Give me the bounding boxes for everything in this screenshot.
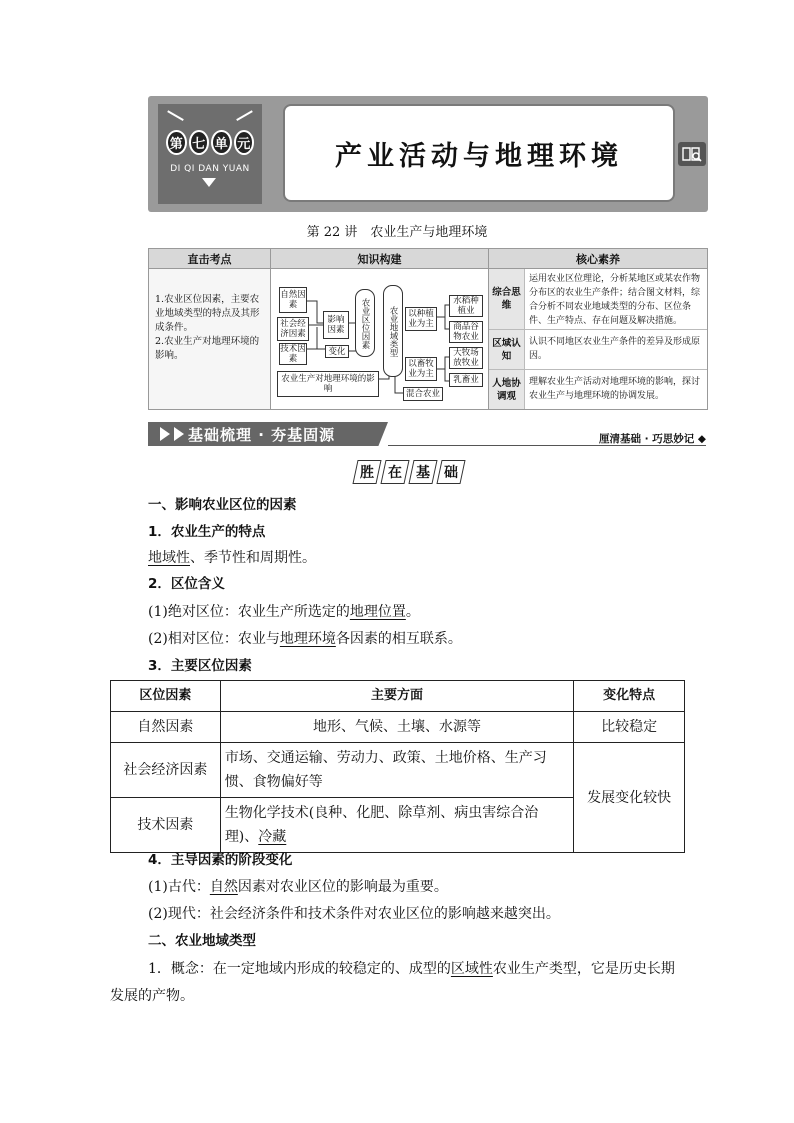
node-mixed: 混合农业 [403, 387, 443, 401]
node-natural: 自然因素 [279, 287, 307, 313]
point-4a [148, 877, 448, 897]
sub-char: 基 [416, 465, 430, 481]
sub-heading [349, 460, 469, 486]
unit-badge [158, 104, 262, 204]
point-2-title: 2．区位含义 [148, 576, 225, 592]
table-cell: 社会经济因素 [111, 743, 221, 798]
exam-points [149, 269, 271, 409]
unit-number [166, 130, 254, 156]
sub-char: 础 [444, 465, 458, 481]
location-factors-table [110, 680, 685, 853]
section-heading [160, 424, 375, 444]
sub-heading-char [436, 460, 465, 484]
table-header-row [111, 681, 685, 712]
unit-char: 元 [234, 130, 255, 155]
node-social: 社会经济因素 [277, 317, 309, 341]
sub-char: 在 [388, 465, 402, 481]
heading-two: 二、农业地域类型 [148, 933, 256, 949]
table-cell: 自然因素 [111, 712, 221, 743]
point-1-text [148, 548, 316, 568]
text-run: (2)相对区位：农业与 [148, 631, 280, 647]
node-region-types-label: 农业地域类型 [388, 305, 398, 357]
section-subtitle-text: 厘清基础 · 巧思妙记 [598, 433, 695, 445]
text-run: 因素对农业区位的影响最为重要。 [237, 879, 448, 895]
header-exam-points: 直击考点 [149, 249, 271, 269]
node-tech: 技术因素 [280, 344, 306, 364]
blank-answer: 冷藏 [258, 829, 287, 845]
badge-decoration [236, 110, 258, 129]
blank-answer: 地理位置 [349, 604, 406, 620]
node-location-label: 农业区位因素 [360, 297, 370, 349]
node-ranching: 大牧场放牧业 [449, 347, 483, 369]
literacy-name: 综合思维 [489, 269, 525, 329]
diamond-icon: ◆ [697, 433, 706, 445]
text-run: (1)古代： [148, 879, 210, 895]
header-knowledge-map: 知识构建 [271, 249, 489, 269]
lecture-title: 第 22 讲 农业生产与地理环境 [306, 225, 488, 240]
blank-answer: 区域性 [450, 961, 493, 977]
blank-answer: 地域性 [148, 550, 190, 566]
text-run: 1．概念：在一定地域内形成的较稳定的、成型的 [148, 961, 451, 977]
heading-one: 一、影响农业区位的因素 [148, 497, 297, 513]
sub-heading-char [352, 460, 381, 484]
literacy-desc: 理解农业生产活动对地理环境的影响，探讨农业生产与地理环境的协调发展。 [529, 377, 701, 401]
unit-char: 七 [189, 130, 210, 155]
text-run: 各因素的相互联系。 [335, 631, 462, 647]
concept-line-1 [148, 959, 675, 979]
badge-decoration [162, 110, 184, 129]
literacy-row [489, 369, 707, 409]
exam-point: 2.农业生产对地理环境的影响。 [155, 336, 260, 361]
node-rice: 水稻种植业 [449, 295, 483, 317]
chevron-right-icon [174, 427, 184, 441]
sub-heading-char [408, 460, 437, 484]
blank-answer: 地理环境 [279, 631, 336, 647]
literacy-desc: 运用农业区位理论，分析某地区或某农作物分布区的农业生产条件；结合图文材料，综合分析不同农业地域类型的分布、区位条件、生产特点、存在问题及解决措施。 [529, 274, 701, 326]
table-header: 变化特点 [574, 681, 685, 712]
node-dairy: 乳畜业 [449, 373, 483, 387]
table-cell: 市场、交通运输、劳动力、政策、土地价格、生产习惯、食物偏好等 [220, 743, 573, 798]
blank-answer: 自然 [209, 879, 238, 895]
title-frame [283, 104, 675, 202]
table-cell: 比较稳定 [574, 712, 685, 743]
node-commodity-grain: 商品谷物农业 [449, 321, 483, 343]
table-cell [220, 798, 573, 853]
table-cell: 发展变化较快 [574, 743, 685, 853]
text-run: 农业生产类型，它是历史长期 [492, 961, 675, 977]
node-livestock: 以畜牧业为主 [405, 357, 437, 381]
page-title: 产业活动与地理环境 [335, 140, 623, 172]
unit-pinyin: DI QI DAN YUAN [170, 164, 250, 174]
book-search-icon [678, 142, 706, 166]
table-header: 主要方面 [220, 681, 573, 712]
overview-panel [148, 248, 708, 410]
point-2a [148, 602, 420, 622]
table-header: 区位因素 [111, 681, 221, 712]
table-row [111, 743, 685, 798]
node-planting: 以种植业为主 [405, 307, 437, 331]
text-run: (1)绝对区位：农业生产所选定的 [148, 604, 350, 620]
point-4b: (2)现代：社会经济条件和技术条件对农业区位的影响越来越突出。 [148, 906, 560, 922]
literacy-desc: 认识不同地区农业生产条件的差异及形成原因。 [529, 337, 701, 361]
knowledge-map [271, 269, 489, 409]
literacy-row [489, 269, 707, 329]
sub-heading-char [380, 460, 409, 484]
header-core-literacy: 核心素养 [489, 249, 707, 269]
unit-char: 第 [166, 130, 187, 155]
table-cell: 技术因素 [111, 798, 221, 853]
table-cell: 地形、气候、土壤、水源等 [220, 712, 573, 743]
section-title: 基础梳理 · 夯基固源 [188, 425, 336, 444]
text-run: 、季节性和周期性。 [190, 550, 316, 566]
concept-line-2: 发展的产物。 [110, 988, 194, 1004]
core-literacy [489, 269, 707, 409]
point-4-title: 4．主导因素的阶段变化 [148, 852, 293, 868]
text-run: 。 [405, 604, 420, 620]
literacy-row [489, 329, 707, 369]
unit-char: 单 [211, 130, 232, 155]
node-region-types [383, 285, 403, 377]
node-influence: 影响因素 [323, 311, 349, 339]
text-run: 生物化学技术(良种、化肥、除草剂、病虫害综合治理)、 [224, 805, 539, 845]
literacy-name: 区域认知 [489, 330, 525, 369]
exam-point: 1.农业区位因素，主要农业地域类型的特点及其形成条件。 [155, 294, 260, 333]
chevron-right-icon [160, 427, 170, 441]
node-impact: 农业生产对地理环境的影响 [277, 371, 379, 397]
literacy-name: 人地协调观 [489, 370, 525, 409]
node-location-factors [355, 289, 375, 357]
triangle-down-icon [202, 178, 216, 187]
point-3-title: 3．主要区位因素 [148, 658, 252, 674]
point-2b [148, 629, 462, 649]
table-row [111, 712, 685, 743]
sub-char: 胜 [360, 465, 374, 481]
node-change: 变化 [325, 345, 349, 358]
section-subtitle [560, 431, 706, 446]
point-1-title: 1．农业生产的特点 [148, 524, 266, 540]
